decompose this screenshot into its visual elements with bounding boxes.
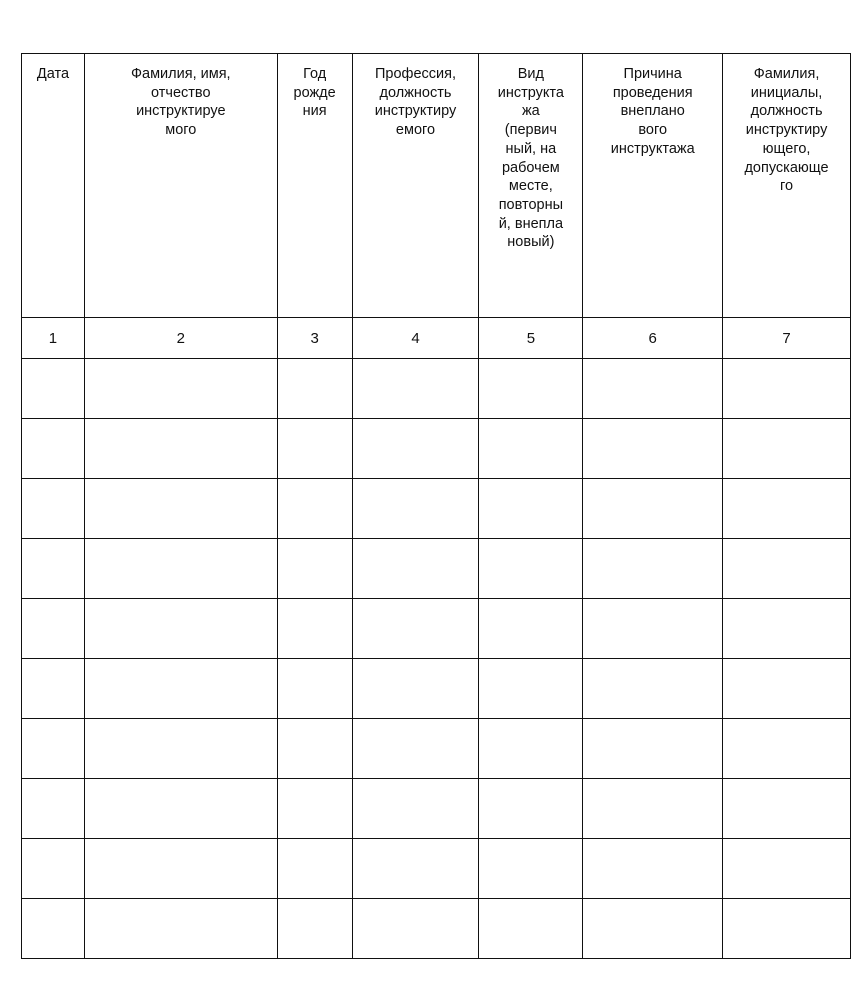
table-row: [22, 659, 851, 719]
empty-cell: [352, 359, 479, 419]
empty-cell: [22, 659, 85, 719]
empty-cell: [723, 899, 851, 959]
empty-cell: [22, 839, 85, 899]
column-number: 1: [22, 318, 85, 359]
column-number-row: [22, 318, 851, 359]
header-cell-birth-year: [277, 54, 352, 318]
empty-cell: [583, 419, 723, 479]
empty-cell: [277, 419, 352, 479]
empty-cell: [352, 659, 479, 719]
empty-cell: [583, 719, 723, 779]
column-number: 7: [723, 318, 851, 359]
header-cell-reason: [583, 54, 723, 318]
empty-cell: [84, 599, 277, 659]
header-reason-label: Причина проведения внеплано вого инструктажа: [610, 66, 695, 157]
empty-cell: [22, 419, 85, 479]
empty-cell: [22, 359, 85, 419]
header-instructor-label: Фамилия, инициалы, должность инструктиру ющего, допускающе го: [744, 66, 829, 195]
empty-cell: [479, 719, 583, 779]
empty-cell: [277, 899, 352, 959]
table-row: [22, 839, 851, 899]
empty-cell: [479, 539, 583, 599]
table-row: [22, 419, 851, 479]
table-row: [22, 359, 851, 419]
empty-cell: [352, 419, 479, 479]
empty-cell: [84, 419, 277, 479]
empty-cell: [723, 539, 851, 599]
empty-cell: [479, 779, 583, 839]
column-number: 6: [583, 318, 723, 359]
empty-cell: [84, 899, 277, 959]
empty-cell: [583, 839, 723, 899]
header-instruction-type-label: Вид инструкта жа (первич ный, на рабочем месте, повторны й, внепла новый): [497, 66, 564, 251]
header-cell-profession: [352, 54, 479, 318]
empty-cell: [479, 899, 583, 959]
column-number: 5: [479, 318, 583, 359]
empty-cell: [583, 359, 723, 419]
empty-cell: [22, 779, 85, 839]
header-cell-full-name: [84, 54, 277, 318]
empty-cell: [22, 719, 85, 779]
empty-cell: [84, 659, 277, 719]
empty-cell: [583, 659, 723, 719]
header-cell-instruction-type: [479, 54, 583, 318]
header-profession-label: Профессия, должность инструктиру емого: [374, 66, 457, 139]
empty-cell: [723, 779, 851, 839]
empty-cell: [22, 599, 85, 659]
empty-cell: [723, 719, 851, 779]
empty-cell: [84, 539, 277, 599]
empty-cell: [723, 419, 851, 479]
empty-cell: [352, 719, 479, 779]
empty-cell: [479, 419, 583, 479]
column-number: 2: [84, 318, 277, 359]
empty-cell: [583, 479, 723, 539]
empty-cell: [277, 599, 352, 659]
empty-cell: [479, 839, 583, 899]
empty-cell: [352, 599, 479, 659]
empty-cell: [22, 899, 85, 959]
empty-cell: [583, 539, 723, 599]
table-row: [22, 899, 851, 959]
header-date-label: Дата: [36, 66, 70, 82]
empty-cell: [352, 779, 479, 839]
empty-cell: [479, 359, 583, 419]
empty-cell: [277, 659, 352, 719]
empty-cell: [84, 719, 277, 779]
empty-cell: [352, 899, 479, 959]
empty-cell: [352, 479, 479, 539]
empty-cell: [352, 539, 479, 599]
empty-cell: [479, 599, 583, 659]
empty-cell: [277, 359, 352, 419]
header-full-name-label: Фамилия, имя, отчество инструктируе мого: [131, 66, 231, 139]
empty-cell: [479, 479, 583, 539]
empty-cell: [723, 479, 851, 539]
table-row: [22, 599, 851, 659]
empty-cell: [723, 359, 851, 419]
empty-cell: [277, 779, 352, 839]
table-row: [22, 539, 851, 599]
empty-cell: [22, 539, 85, 599]
header-birth-year-label: Год рожде ния: [293, 66, 336, 120]
table-row: [22, 779, 851, 839]
empty-cell: [22, 479, 85, 539]
header-cell-date: [22, 54, 85, 318]
empty-cell: [277, 539, 352, 599]
instruction-journal-table: [21, 53, 851, 959]
empty-cell: [723, 839, 851, 899]
column-number: 4: [352, 318, 479, 359]
header-row: [22, 54, 851, 318]
empty-cell: [583, 599, 723, 659]
header-cell-instructor: [723, 54, 851, 318]
table-row: [22, 479, 851, 539]
empty-cell: [277, 479, 352, 539]
empty-cell: [84, 359, 277, 419]
column-number: 3: [277, 318, 352, 359]
empty-cell: [479, 659, 583, 719]
empty-cell: [84, 839, 277, 899]
empty-cell: [583, 779, 723, 839]
empty-cell: [277, 719, 352, 779]
empty-cell: [352, 839, 479, 899]
empty-cell: [84, 479, 277, 539]
empty-cell: [723, 599, 851, 659]
empty-cell: [84, 779, 277, 839]
table-row: [22, 719, 851, 779]
empty-cell: [583, 899, 723, 959]
empty-cell: [277, 839, 352, 899]
empty-cell: [723, 659, 851, 719]
